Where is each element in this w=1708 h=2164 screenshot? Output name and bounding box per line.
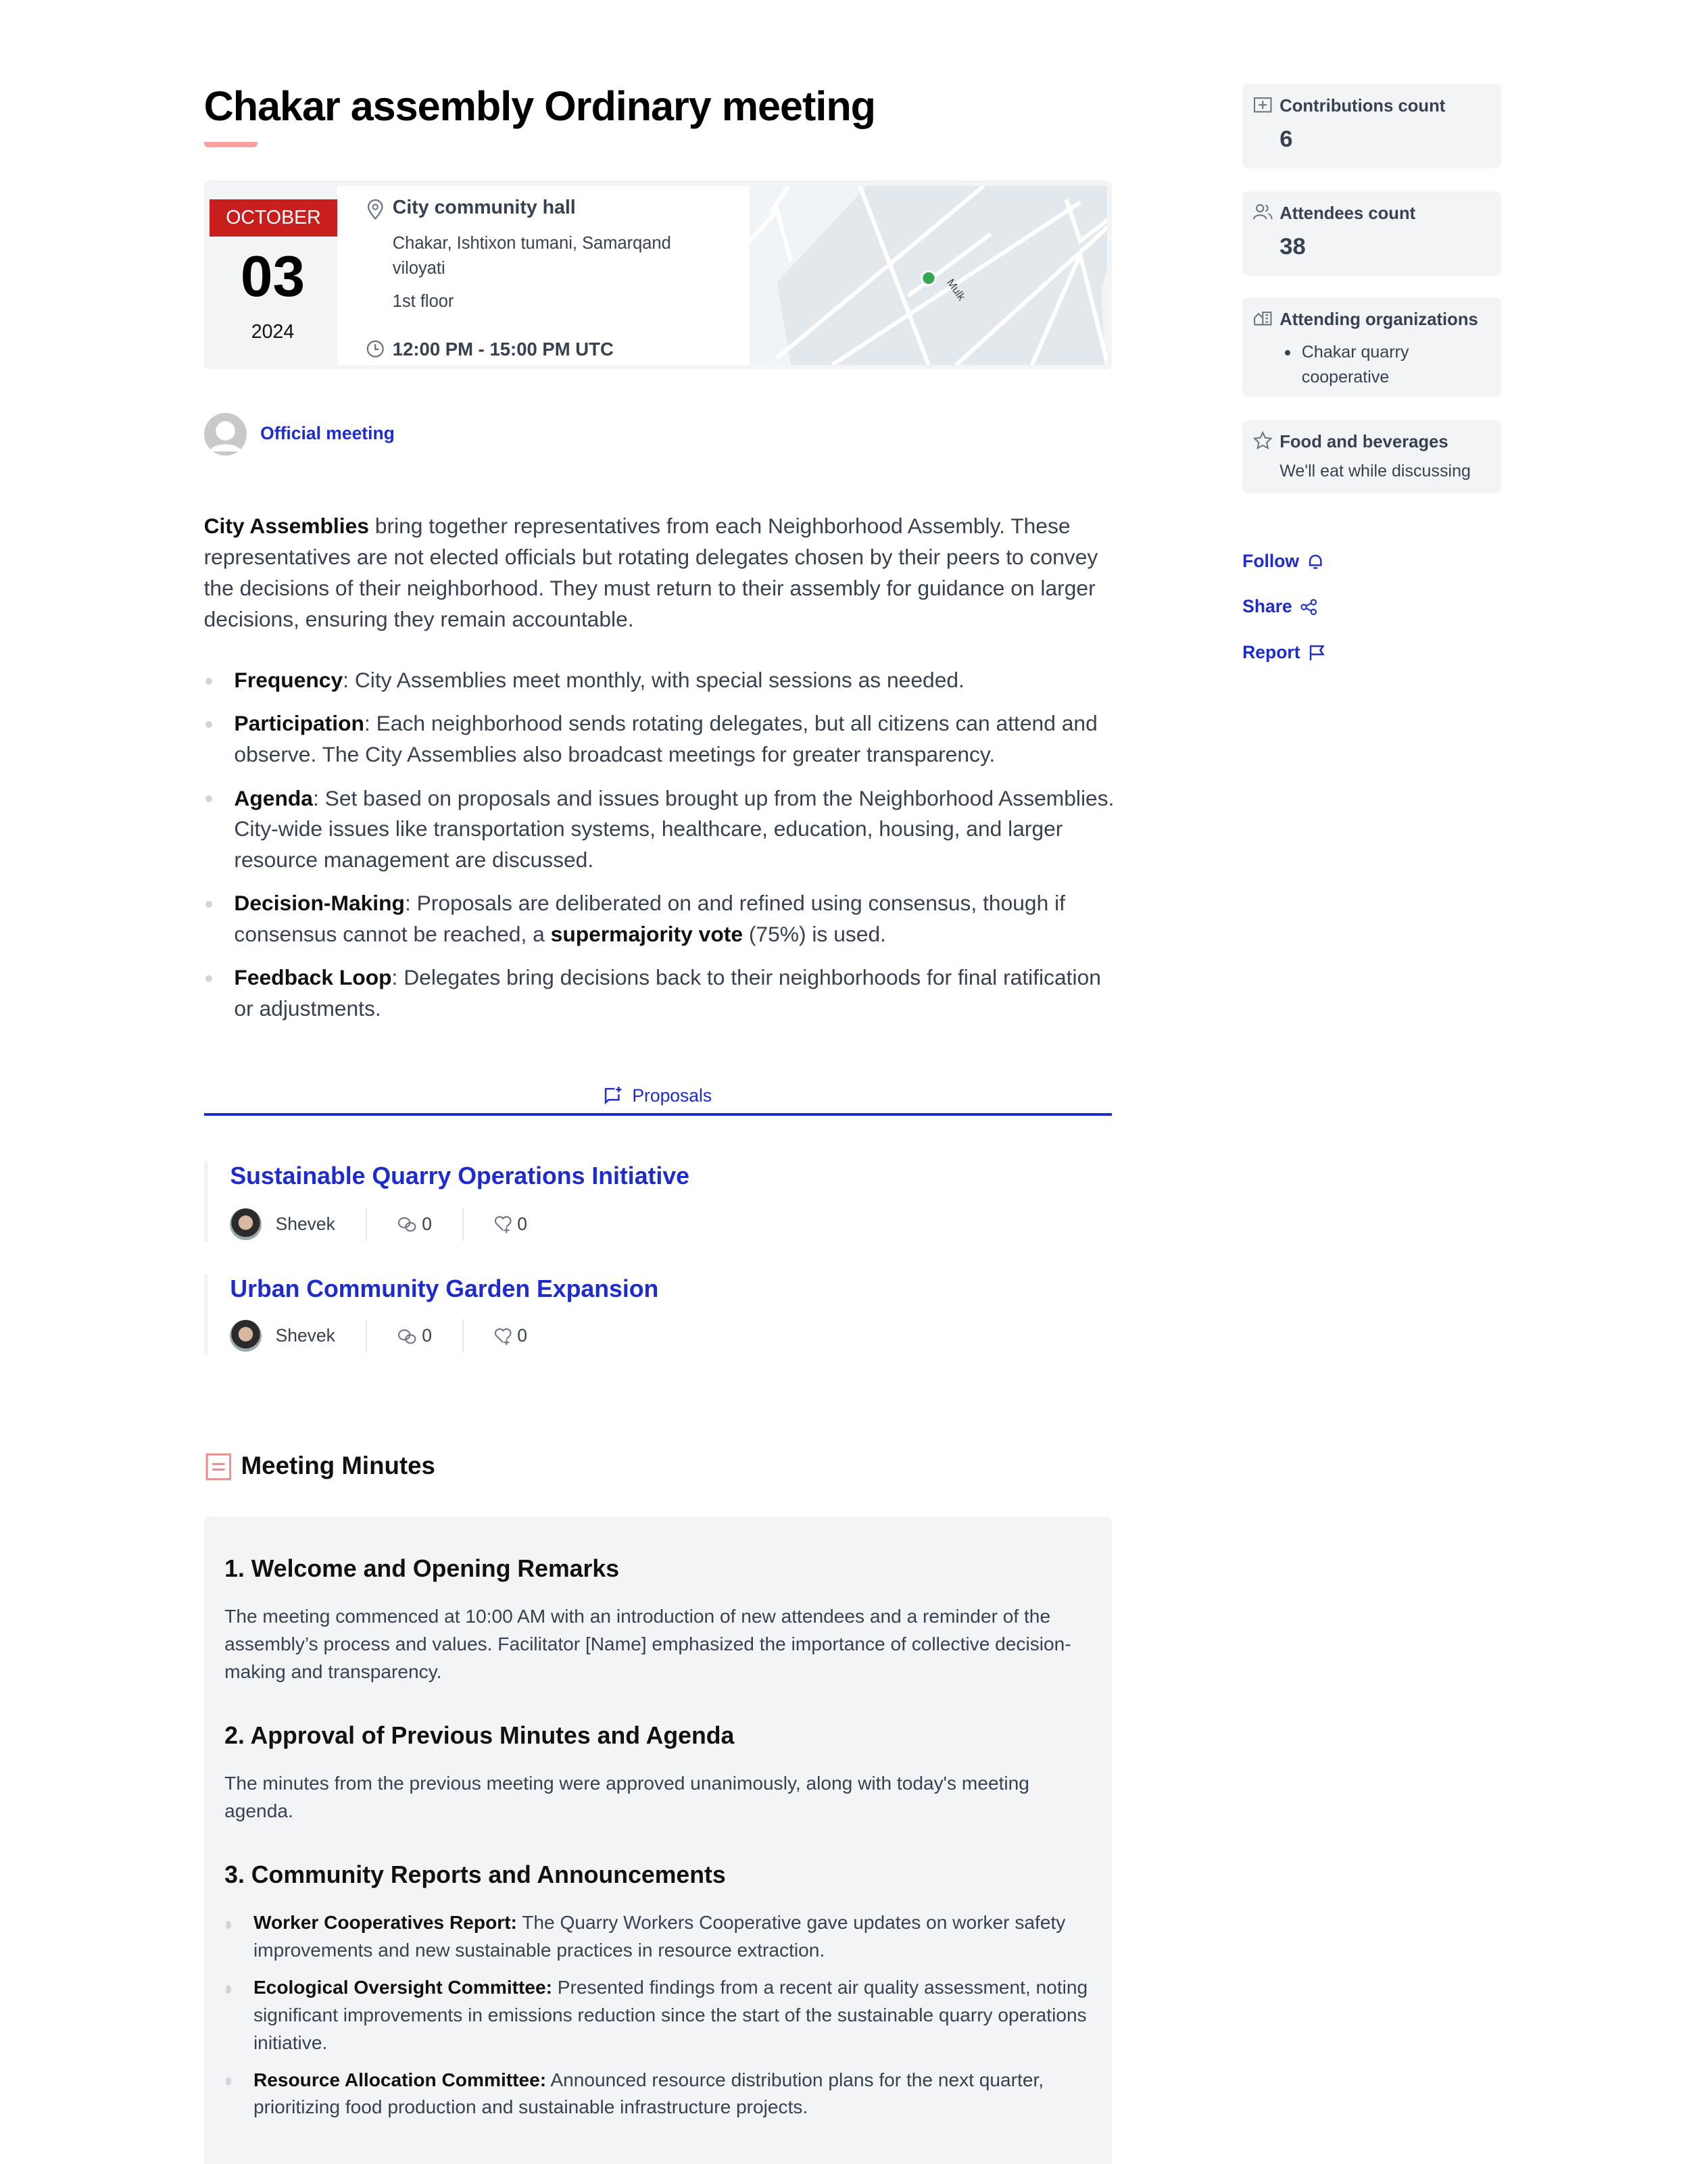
users-icon [1253, 203, 1273, 222]
proposals-icon [604, 1086, 623, 1106]
description-lead: City Assemblies [203, 514, 369, 539]
contributions-card [1242, 84, 1501, 168]
date-year: 2024 [251, 320, 295, 343]
attendees-card [1242, 191, 1501, 275]
endorsement-icon [494, 1327, 512, 1345]
attendees-value: 38 [1279, 234, 1306, 260]
minutes-section-text: The meeting commenced at 10:00 AM with an introduction of new attendees and a reminder of the assembly’s process and values. Facilitator [Name] emphasized the importance of collective decision-making and transparency. [224, 1606, 1071, 1682]
proposal-meta [230, 1319, 527, 1352]
tab-proposals[interactable] [604, 1085, 712, 1106]
clock-icon [366, 340, 384, 358]
proposal-meta [230, 1208, 527, 1241]
attendees-label: Attendees count [1279, 203, 1416, 223]
minutes-section-title: 2. Approval of Previous Minutes and Agenda [224, 1721, 735, 1749]
food-label: Food and beverages [1279, 432, 1448, 451]
list-item: Resource Allocation Committee: Announced resource distribution plans for the next quarter, prioritizing food production and sustainable infrastructure projects. [224, 2067, 1092, 2122]
tab-underline [204, 1113, 1112, 1116]
proposal-bar [204, 1274, 208, 1355]
proposal-title-link[interactable]: Sustainable Quarry Operations Initiative [230, 1162, 689, 1189]
location-map[interactable] [750, 186, 1108, 365]
report-button[interactable]: Report [1242, 642, 1325, 663]
page-title: Chakar assembly Ordinary meeting [203, 83, 875, 130]
endorsements-count: 0 [517, 1214, 528, 1235]
share-icon [1300, 599, 1317, 615]
proposal-bar [204, 1161, 208, 1242]
author-avatar[interactable] [230, 1208, 262, 1240]
minutes-heading: Meeting Minutes [241, 1451, 435, 1479]
contributions-value: 6 [1279, 126, 1293, 153]
map-pin-icon [366, 199, 384, 220]
map-street-label: Mulk [944, 276, 968, 303]
location-address: Chakar, Ishtixon tumani, Samarqand viloyati [392, 234, 671, 278]
list-item: Decision-Making: Proposals are deliberated on and refined using consensus, though if consensus cannot be reached, a supermajority vote (75%) is used. [204, 888, 1120, 950]
flag-icon [1309, 644, 1325, 660]
list-item: Ecological Oversight Committee: Presented findings from a recent air quality assessment, noting significant improvements in emissions reduction since the start of the sustainable quarry operations initiative. [224, 1974, 1092, 2057]
description-text: bring together representatives from each Neighborhood Assembly. These representatives are not elected officials but rotating delegates chosen by their peers to convey the decisions of their neighborhood. They must return to their assembly for guidance on larger decisions, ensuring they remain accountable. [203, 514, 1098, 631]
contributions-label: Contributions count [1279, 96, 1446, 116]
bell-icon [1307, 553, 1323, 569]
location-panel [337, 186, 749, 365]
endorsements-count: 0 [517, 1325, 528, 1346]
list-item: Frequency: City Assemblies meet monthly, with special sessions as needed. [204, 665, 1120, 696]
minutes-document-icon [205, 1453, 232, 1481]
proposal-title-link[interactable]: Urban Community Garden Expansion [230, 1275, 659, 1303]
organizations-card [1242, 297, 1501, 397]
date-day: 03 [240, 244, 306, 309]
event-description [204, 511, 1120, 635]
minutes-panel [204, 1517, 1112, 2164]
comments-icon [397, 1328, 417, 1344]
event-info-card [204, 180, 1112, 369]
author-name[interactable]: Shevek [275, 1214, 335, 1235]
endorsement-icon [494, 1215, 512, 1233]
description-list [204, 665, 1120, 1037]
follow-button[interactable]: Follow [1242, 551, 1324, 572]
list-item: Agenda: Set based on proposals and issues brought up from the Neighborhood Assemblies. City-wide issues like transportation systems, healthcare, education, housing, and larger resource management are discussed. [204, 783, 1120, 877]
organizations-label: Attending organizations [1279, 310, 1478, 329]
event-time: 12:00 PM - 15:00 PM UTC [392, 339, 614, 360]
plus-square-icon [1253, 95, 1273, 115]
title-underline [204, 142, 258, 147]
food-card [1242, 420, 1501, 493]
organization-item[interactable]: Chakar quarry cooperative [1302, 340, 1453, 389]
minutes-section-title: 3. Community Reports and Announcements [224, 1861, 726, 1888]
comments-icon [397, 1216, 417, 1232]
food-text: We'll eat while discussing [1279, 461, 1471, 481]
minutes-section-text: The minutes from the previous meeting were approved unanimously, along with today's meeting agenda. [224, 1773, 1029, 1821]
tab-label: Proposals [632, 1085, 712, 1106]
date-month: OCTOBER [210, 199, 338, 237]
list-item: Worker Cooperatives Report: The Quarry Workers Cooperative gave updates on worker safety improvements and new sustainable practices in resource extraction. [224, 1909, 1092, 1965]
comments-count: 0 [422, 1214, 432, 1235]
minutes-section-title: 1. Welcome and Opening Remarks [224, 1554, 620, 1582]
location-floor: 1st floor [392, 292, 454, 311]
author-avatar[interactable] [230, 1320, 262, 1352]
share-button[interactable]: Share [1242, 596, 1317, 617]
list-item: Feedback Loop: Delegates bring decisions back to their neighborhoods for final ratification or adjustments. [204, 962, 1120, 1025]
comments-count: 0 [422, 1325, 432, 1346]
author-name[interactable]: Shevek [275, 1325, 335, 1346]
star-icon [1253, 431, 1273, 451]
location-name: City community hall [392, 197, 576, 219]
list-item: Participation: Each neighborhood sends rotating delegates, but all citizens can attend and observe. The City Assemblies also broadcast meetings for greater transparency. [204, 708, 1120, 770]
official-meeting-link[interactable]: Official meeting [260, 422, 395, 443]
official-avatar-icon [204, 413, 247, 456]
building-icon [1253, 308, 1273, 328]
